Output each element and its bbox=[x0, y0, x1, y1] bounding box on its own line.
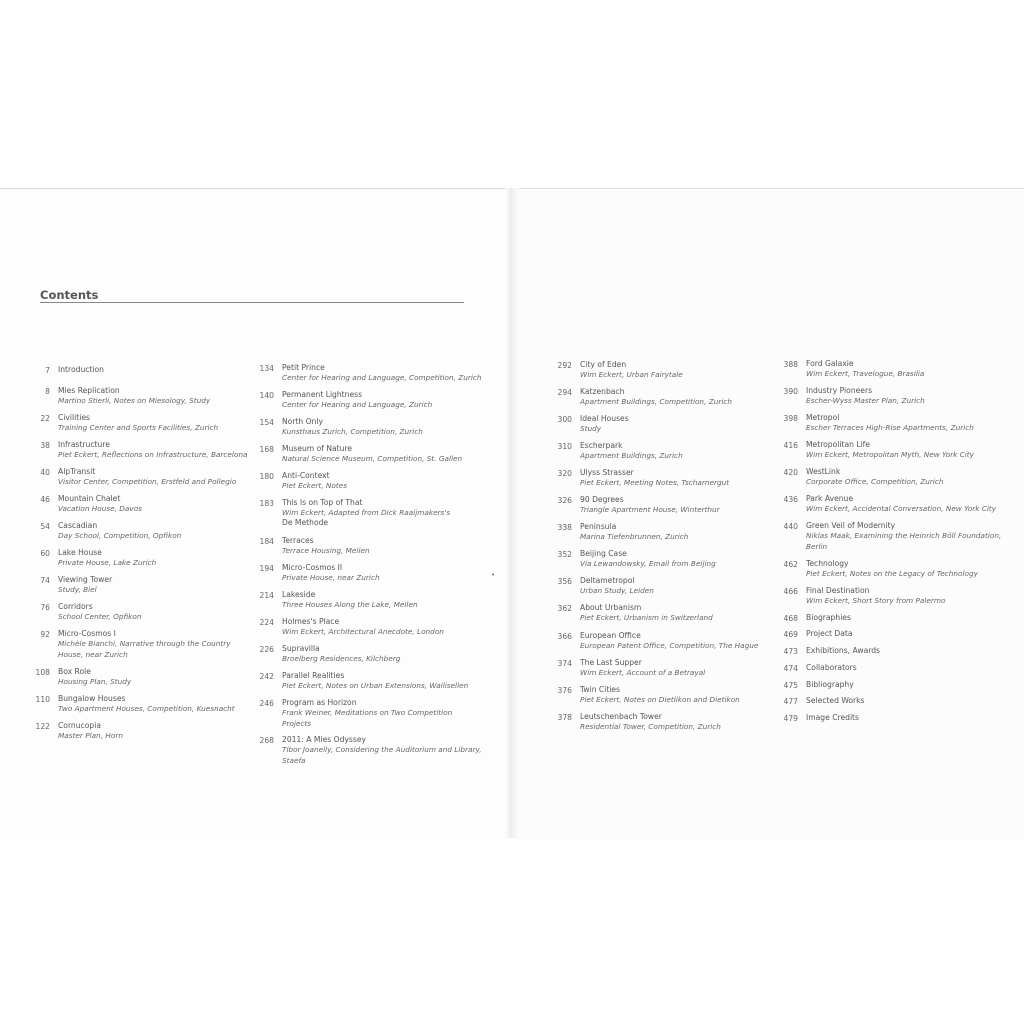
toc-page-number: 466 bbox=[783, 587, 798, 596]
toc-entry-subtitle: Corporate Office, Competition, Zurich bbox=[806, 477, 944, 486]
toc-page-number: 140 bbox=[259, 391, 274, 400]
toc-entry-title: This Is on Top of That bbox=[282, 498, 363, 507]
toc-entry-title: Lake House bbox=[58, 548, 102, 557]
toc-page-number: 474 bbox=[783, 664, 798, 673]
toc-page-number: 214 bbox=[259, 591, 274, 600]
toc-page-number: 436 bbox=[783, 495, 798, 504]
toc-entry-title: City of Eden bbox=[580, 360, 627, 369]
toc-page-number: 194 bbox=[259, 564, 274, 573]
toc-page-number: 320 bbox=[557, 469, 572, 478]
toc-page-number: 356 bbox=[557, 577, 572, 586]
toc-entry-title: Cornucopia bbox=[58, 721, 101, 730]
toc-page-number: 183 bbox=[259, 499, 274, 508]
toc-entry-subtitle: Escher-Wyss Master Plan, Zurich bbox=[806, 396, 925, 405]
toc-entry-title: Selected Works bbox=[806, 696, 865, 705]
toc-entry-subtitle: Kunsthaus Zurich, Competition, Zurich bbox=[282, 427, 423, 436]
toc-page-number: 134 bbox=[259, 364, 274, 373]
toc-page-number: 390 bbox=[783, 387, 798, 396]
toc-page-number: 224 bbox=[259, 618, 274, 627]
toc-page-number: 22 bbox=[40, 414, 50, 423]
toc-page-number: 468 bbox=[783, 614, 798, 623]
toc-entry-subtitle: Master Plan, Horn bbox=[58, 731, 123, 740]
toc-entry-title: Civilities bbox=[58, 413, 90, 422]
toc-entry-subtitle: Niklas Maak, Examining the Heinrich Böll Foundation, Berlin bbox=[806, 531, 1002, 551]
toc-page-number: 378 bbox=[557, 713, 572, 722]
toc-page-number: 374 bbox=[557, 659, 572, 668]
toc-page-number: 242 bbox=[259, 672, 274, 681]
toc-entry-title: Museum of Nature bbox=[282, 444, 353, 453]
toc-entry-title: Industry Pioneers bbox=[806, 386, 873, 395]
toc-page-number: 294 bbox=[557, 388, 572, 397]
toc-entry-title: Katzenbach bbox=[580, 387, 625, 396]
toc-entry-title: About Urbanism bbox=[580, 603, 642, 612]
toc-entry-subtitle: Wim Eckert, Travelogue, Brasilia bbox=[806, 369, 925, 378]
toc-entry-title: Petit Prince bbox=[282, 363, 325, 372]
toc-entry-subtitle: Piet Eckert, Reflections on Infrastructure, Barcelona bbox=[58, 450, 248, 459]
toc-entry-title: European Office bbox=[580, 631, 641, 640]
toc-page-number: 326 bbox=[557, 496, 572, 505]
toc-entry-subtitle: Wim Eckert, Architectural Anecdote, London bbox=[282, 627, 444, 636]
toc-page-number: 92 bbox=[40, 630, 50, 639]
toc-entry-title: Beijing Case bbox=[580, 549, 627, 558]
toc-entry-subtitle: Apartment Buildings, Competition, Zurich bbox=[580, 397, 732, 406]
toc-entry-subtitle: Piet Eckert, Urbanism in Switzerland bbox=[580, 613, 713, 622]
toc-page-number: 268 bbox=[259, 736, 274, 745]
toc-entry-title: Program as Horizon bbox=[282, 698, 357, 707]
toc-page-number: 416 bbox=[783, 441, 798, 450]
toc-page-number: 60 bbox=[40, 549, 50, 558]
toc-page-number: 420 bbox=[783, 468, 798, 477]
toc-entry-subtitle: Frank Weiner, Meditations on Two Competition Projects bbox=[282, 708, 453, 728]
toc-page-number: 110 bbox=[35, 695, 50, 704]
toc-entry-subtitle: Escher Terraces High-Rise Apartments, Zurich bbox=[806, 423, 974, 432]
toc-entry-title: Ideal Houses bbox=[580, 414, 629, 423]
toc-entry-title: Introduction bbox=[58, 365, 104, 374]
toc-entry-title: Ford Galaxie bbox=[806, 359, 854, 368]
toc-page-number: 54 bbox=[40, 522, 50, 531]
toc-entry-title: Ulyss Strasser bbox=[580, 468, 634, 477]
toc-entry-subtitle: Study bbox=[580, 424, 602, 433]
toc-page-number: 108 bbox=[35, 668, 50, 677]
toc-entry-title: AlpTransit bbox=[58, 467, 96, 476]
toc-entry-title: Parallel Realities bbox=[282, 671, 345, 680]
toc-entry-subtitle: Wim Eckert, Account of a Betrayal bbox=[580, 668, 706, 677]
toc-entry-subtitle: Wim Eckert, Adapted from Dick Raaijmakers's bbox=[282, 508, 451, 517]
toc-page-number: 184 bbox=[259, 537, 274, 546]
toc-entry-subtitle: Natural Science Museum, Competition, St. Gallen bbox=[282, 454, 463, 463]
book-gutter bbox=[505, 188, 519, 838]
toc-entry-title: Collaborators bbox=[806, 663, 857, 672]
toc-entry-subtitle: Housing Plan, Study bbox=[58, 677, 132, 686]
toc-page-number: 7 bbox=[45, 366, 50, 375]
toc-entry-subtitle: Wim Eckert, Metropolitan Myth, New York City bbox=[806, 450, 974, 459]
toc-entry-subtitle: Three Houses Along the Lake, Meilen bbox=[282, 600, 418, 609]
toc-page-number: 310 bbox=[557, 442, 572, 451]
toc-entry-subtitle: Piet Eckert, Notes bbox=[282, 481, 348, 490]
toc-entry-title: Exhibitions, Awards bbox=[806, 646, 880, 655]
toc-entry-subtitle: Piet Eckert, Notes on Dietlikon and Dietikon bbox=[580, 695, 740, 704]
toc-entry-title: Escherpark bbox=[580, 441, 623, 450]
toc-entry-title: Twin Cities bbox=[580, 685, 621, 694]
toc-page-number: 8 bbox=[45, 387, 50, 396]
toc-entry-subtitle: Marina Tiefenbrunnen, Zurich bbox=[580, 532, 689, 541]
toc-entry-title: Final Destination bbox=[806, 586, 870, 595]
toc-entry-title: Bibliography bbox=[806, 680, 854, 689]
toc-entry-subtitle: Visitor Center, Competition, Erstfeld and Pollegio bbox=[58, 477, 237, 486]
toc-entry-subtitle: Via Lewandowsky, Email from Beijing bbox=[580, 559, 716, 568]
toc-page-number: 38 bbox=[40, 441, 50, 450]
toc-entry-title: Technology bbox=[806, 559, 849, 568]
toc-page-number: 76 bbox=[40, 603, 50, 612]
toc-entry-title: Mies Replication bbox=[58, 386, 120, 395]
toc-page-number: 122 bbox=[35, 722, 50, 731]
toc-entry-title: Anti-Context bbox=[282, 471, 330, 480]
toc-page-number: 168 bbox=[259, 445, 274, 454]
toc-entry-subtitle: Center for Hearing and Language, Zurich bbox=[282, 400, 433, 409]
toc-entry-subtitle: Residential Tower, Competition, Zurich bbox=[580, 722, 721, 731]
toc-page-number: 475 bbox=[783, 681, 798, 690]
toc-entry-subtitle: Martino Stierli, Notes on Miesology, Study bbox=[58, 396, 211, 405]
toc-entry-title: Bungalow Houses bbox=[58, 694, 126, 703]
toc-entry-title: Deltametropol bbox=[580, 576, 635, 585]
toc-page-number: 462 bbox=[783, 560, 798, 569]
toc-entry-title: Lakeside bbox=[282, 590, 316, 599]
toc-entry-subtitle: Urban Study, Leiden bbox=[580, 586, 654, 595]
toc-page-number: 440 bbox=[783, 522, 798, 531]
toc-entry-title: Image Credits bbox=[806, 713, 859, 722]
heading-rule bbox=[40, 302, 464, 303]
scan-speck: • bbox=[491, 571, 496, 579]
toc-entry-title: Peninsula bbox=[580, 522, 617, 531]
toc-entry-title: Metropolitan Life bbox=[806, 440, 871, 449]
toc-entry-subtitle: European Patent Office, Competition, The Hague bbox=[580, 641, 759, 650]
toc-entry-title: Micro-Cosmos II bbox=[282, 563, 343, 572]
toc-page-number: 154 bbox=[259, 418, 274, 427]
toc-entry-title: Terraces bbox=[282, 536, 314, 545]
toc-entry-subtitle: Terrace Housing, Meilen bbox=[282, 546, 370, 555]
toc-page-number: 473 bbox=[783, 647, 798, 656]
toc-entry-subtitle: Tibor Joanelly, Considering the Auditorium and Library, Staefa bbox=[282, 745, 482, 765]
toc-entry-title: 2011: A Mies Odyssey bbox=[282, 735, 366, 744]
toc-entry-subtitle: Two Apartment Houses, Competition, Kuesnacht bbox=[58, 704, 235, 713]
toc-page-number: 352 bbox=[557, 550, 572, 559]
toc-entry-title: North Only bbox=[282, 417, 324, 426]
toc-page-number: 388 bbox=[783, 360, 798, 369]
toc-entry-title: Metropol bbox=[806, 413, 840, 422]
toc-page-number: 246 bbox=[259, 699, 274, 708]
toc-page-number: 479 bbox=[783, 714, 798, 723]
toc-page-number: 300 bbox=[557, 415, 572, 424]
toc-entry-subtitle: School Center, Opfikon bbox=[58, 612, 142, 621]
toc-entry-subtitle: Day School, Competition, Opfikon bbox=[58, 531, 182, 540]
toc-page-number: 226 bbox=[259, 645, 274, 654]
toc-entry-title: Permanent Lightness bbox=[282, 390, 363, 399]
toc-entry-title: Infrastructure bbox=[58, 440, 110, 449]
toc-entry-title-continued: De Methode bbox=[282, 518, 329, 527]
toc-entry-subtitle: Michèle Bianchi, Narrative through the Country House, near Zurich bbox=[58, 639, 231, 659]
toc-entry-title: WestLink bbox=[806, 467, 841, 476]
toc-entry-subtitle: Piet Eckert, Notes on the Legacy of Technology bbox=[806, 569, 978, 578]
toc-entry-subtitle: Training Center and Sports Facilities, Zurich bbox=[58, 423, 219, 432]
toc-entry-subtitle: Wim Eckert, Accidental Conversation, New York City bbox=[806, 504, 997, 513]
toc-page-number: 398 bbox=[783, 414, 798, 423]
toc-entry-title: Micro-Cosmos I bbox=[58, 629, 116, 638]
toc-entry-title: Biographies bbox=[806, 613, 851, 622]
toc-page-number: 477 bbox=[783, 697, 798, 706]
toc-entry-subtitle: Private House, near Zurich bbox=[282, 573, 380, 582]
toc-entry-title: Leutschenbach Tower bbox=[580, 712, 662, 721]
toc-entry-title: Box Role bbox=[58, 667, 91, 676]
toc-entry-subtitle: Study, Biel bbox=[58, 585, 97, 594]
toc-entry-title: 90 Degrees bbox=[580, 495, 624, 504]
toc-entry-subtitle: Broelberg Residences, Kilchberg bbox=[282, 654, 401, 663]
toc-entry-title: Viewing Tower bbox=[58, 575, 113, 584]
toc-entry-subtitle: Center for Hearing and Language, Competition, Zurich bbox=[282, 373, 482, 382]
toc-entry-title: Supravilla bbox=[282, 644, 320, 653]
toc-entry-title: Mountain Chalet bbox=[58, 494, 121, 503]
toc-entry-title: Park Avenue bbox=[806, 494, 854, 503]
toc-page-number: 362 bbox=[557, 604, 572, 613]
contents-heading: Contents bbox=[40, 288, 99, 302]
toc-entry-subtitle: Piet Eckert, Notes on Urban Extensions, Wallisellen bbox=[282, 681, 469, 690]
toc-entry-subtitle: Wim Eckert, Short Story from Palermo bbox=[806, 596, 946, 605]
toc-page-number: 469 bbox=[783, 630, 798, 639]
toc-entry-title: Project Data bbox=[806, 629, 853, 638]
toc-page-number: 292 bbox=[557, 361, 572, 370]
toc-entry-subtitle: Triangle Apartment House, Winterthur bbox=[580, 505, 720, 514]
toc-page-number: 46 bbox=[40, 495, 50, 504]
toc-entry-title: Corridors bbox=[58, 602, 93, 611]
toc-page-number: 40 bbox=[40, 468, 50, 477]
toc-entry-title: Green Veil of Modernity bbox=[806, 521, 896, 530]
toc-page-number: 74 bbox=[40, 576, 50, 585]
toc-entry-subtitle: Private House, Lake Zurich bbox=[58, 558, 157, 567]
toc-entry-subtitle: Vacation House, Davos bbox=[58, 504, 142, 513]
toc-entry-subtitle: Piet Eckert, Meeting Notes, Tscharnergut bbox=[580, 478, 730, 487]
toc-entry-subtitle: Wim Eckert, Urban Fairytale bbox=[580, 370, 683, 379]
toc-page-number: 180 bbox=[259, 472, 274, 481]
toc-entry-title: Cascadian bbox=[58, 521, 98, 530]
toc-entry-title: The Last Supper bbox=[580, 658, 642, 667]
toc-entry-title: Holmes's Place bbox=[282, 617, 340, 626]
toc-page-number: 338 bbox=[557, 523, 572, 532]
toc-page-number: 366 bbox=[557, 632, 572, 641]
toc-page-number: 376 bbox=[557, 686, 572, 695]
toc-entry-subtitle: Apartment Buildings, Zurich bbox=[580, 451, 683, 460]
